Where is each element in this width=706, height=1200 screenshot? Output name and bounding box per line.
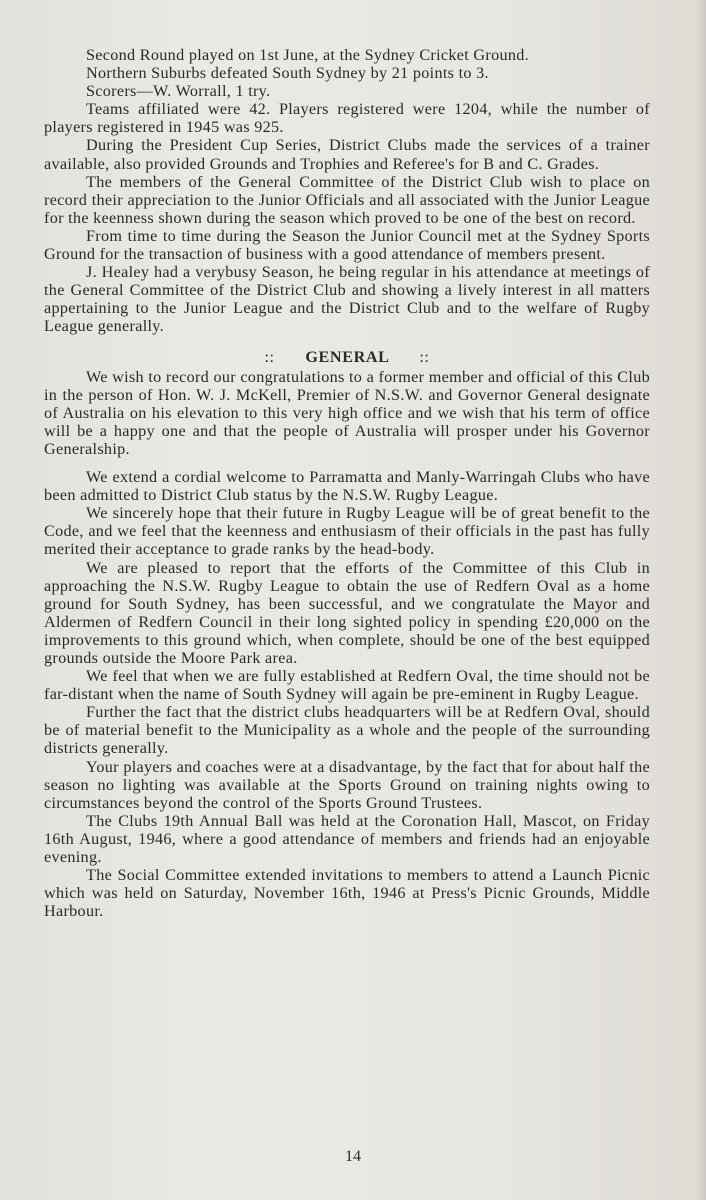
paragraph-committee-appreciation: The members of the General Committee of the District Club wish to place on record their appreciation to the Junior Officials and all associated with the Junior League for the keenness shown during the season which proved to be one of the best on record. — [44, 172, 650, 227]
page-edge-shadow — [696, 0, 706, 1200]
paragraph-scorers: Scorers—W. Worrall, 1 try. — [86, 82, 271, 101]
section-heading — [44, 348, 650, 366]
paragraph-launch-picnic: The Social Committee extended invitations to members to attend a Launch Picnic which was held on Saturday, November 16th, 1946 at Press's Picnic Grounds, Middle Harbour. — [44, 866, 650, 921]
paragraph-welcome-clubs: We extend a cordial welcome to Parramatta and Manly-Warringah Clubs who have been admitted to District Club status by the N.S.W. Rugby League. — [44, 468, 650, 505]
page-number: 14 — [345, 1148, 361, 1165]
paragraph-lighting: Your players and coaches were at a disadvantage, by the fact that for about half the season no lighting was available at the Sports Ground on training nights owing to circumstances beyond the control of the Sports Ground Trustees. — [44, 757, 650, 812]
paragraph-redfern-oval: We are pleased to report that the efforts of the Committee of this Club in approaching the N.S.W. Rugby League to obtain the use of Redfern Oval as a home ground for South Sydney, has been successful, and we congratulate the Mayor and Aldermen of Redfern Council in their long sighted policy in spending £20,000 on the improvements to this ground which, when complete, should be one of the best equipped grounds outside the Moore Park area. — [44, 558, 650, 667]
paragraph-second-round: Second Round played on 1st June, at the Sydney Cricket Ground. — [86, 46, 530, 64]
paragraph-established: We feel that when we are fully established at Redfern Oval, the time should not be far-distant when the name of South Sydney will again be pre-eminent in Rugby League. — [44, 667, 650, 704]
heading-ornament-right: :: — [419, 347, 430, 366]
paragraph-annual-ball: The Clubs 19th Annual Ball was held at the Coronation Hall, Mascot, on Friday 16th August, 1946, where a good attendance of members and friends had an enjoyable evening. — [44, 811, 650, 867]
paragraph-mckell: We wish to record our congratulations to a former member and official of this Club in the person of Hon. W. J. McKell, Premier of N.S.W. and Governor General designate of Australia on his elevation to this very high office and we wish that his term of office will be a happy one and that the people of Australia will prosper under his Governor Generalship. — [44, 367, 650, 458]
paragraph-headquarters: Further the fact that the district clubs headquarters will be at Redfern Oval, should be of material benefit to the Municipality as a whole and the people of the surrounding districts generally. — [44, 703, 650, 758]
paragraph-teams-affiliated: Teams affiliated were 42. Players registered were 1204, while the number of players registered in 1945 was 925. — [44, 100, 650, 137]
heading-title: GENERAL — [305, 347, 389, 366]
paragraph-junior-council: From time to time during the Season the Junior Council met at the Sydney Sports Ground for the transaction of business with a good attendance of members present. — [44, 226, 650, 264]
heading-ornament-left: :: — [264, 347, 275, 366]
body-text — [44, 46, 650, 920]
paragraph-result: Northern Suburbs defeated South Sydney by 21 points to 3. — [86, 64, 489, 83]
paragraph-future-hope: We sincerely hope that their future in Rugby League will be of great benefit to the Code, and we feel that the keenness and enthusiasm of their officials in the past has fully merited their acceptance to grade ranks by the head-body. — [44, 504, 650, 559]
paragraph-president-cup: During the President Cup Series, District Clubs made the services of a trainer available, also provided Grounds and Trophies and Referee's for B and C. Grades. — [44, 136, 650, 173]
paragraph-healey: J. Healey had a verybusy Season, he being regular in his attendance at meetings of the General Committee of the District Club and showing a lively interest in all matters appertaining to the Junior League and the District Club and to the welfare of Rugby League generally. — [44, 263, 650, 336]
